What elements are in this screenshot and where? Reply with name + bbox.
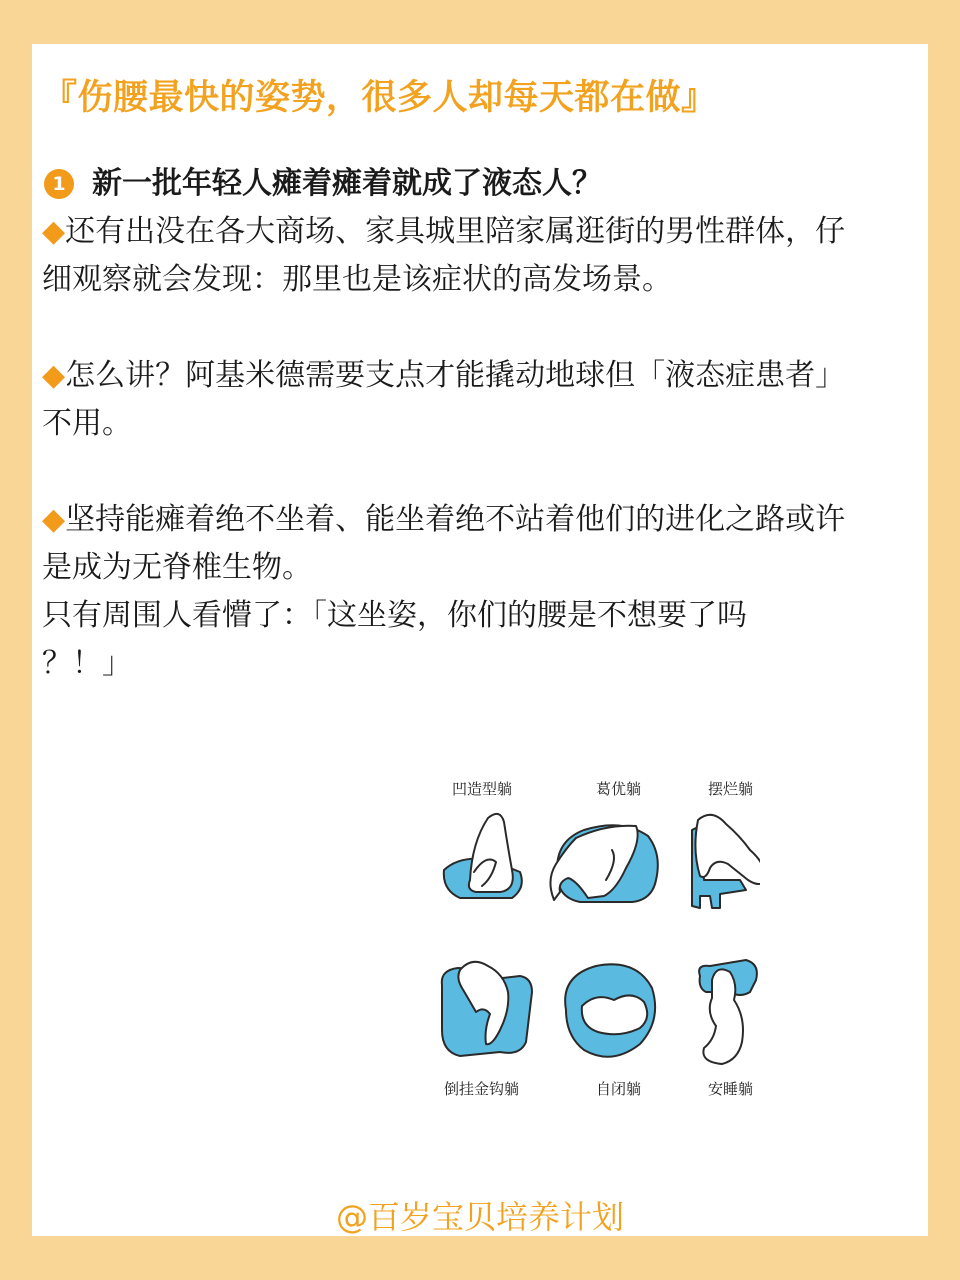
postures-drawing xyxy=(400,730,760,1100)
lying-postures-illustration xyxy=(400,730,760,1100)
closing-line-2: ？！」 xyxy=(42,646,132,681)
posture-label: 自闭躺 xyxy=(596,1080,642,1098)
page-title: 『伤腰最快的姿势，很多人却每天都在做』 xyxy=(42,78,717,118)
posture-figure-icon xyxy=(444,814,522,898)
posture-label: 凹造型躺 xyxy=(452,780,513,798)
paragraph-1: ◆还有出没在各大商场、家具城里陪家属逛街的男性群体，仔细观察就会发现：那里也是该症状的高发场景。 xyxy=(42,214,846,297)
closing-line-1: 只有周围人看懵了：「这坐姿，你们的腰是不想要了吗 xyxy=(42,598,747,633)
posture-figure-icon xyxy=(442,962,532,1056)
diamond-bullet-icon: ◆ xyxy=(42,502,66,537)
diamond-bullet-icon: ◆ xyxy=(42,214,66,249)
paragraph-3: ◆坚持能瘫着绝不坐着、能坐着绝不站着他们的进化之路或许是成为无脊椎生物。 xyxy=(42,502,846,585)
number-badge: 1 xyxy=(44,169,74,199)
posture-label: 摆烂躺 xyxy=(708,780,754,798)
footer-watermark: @百岁宝贝培养计划 xyxy=(335,1198,624,1236)
posture-figure-icon xyxy=(699,960,757,1064)
section-heading-text: 新一批年轻人瘫着瘫着就成了液态人？ xyxy=(92,166,602,201)
posture-label: 葛优躺 xyxy=(596,780,642,798)
posture-label: 倒挂金钩躺 xyxy=(444,1080,520,1098)
article-body xyxy=(42,160,872,688)
section-heading xyxy=(42,160,872,208)
posture-label: 安睡躺 xyxy=(708,1080,754,1098)
paragraph-2: ◆怎么讲？阿基米德需要支点才能撬动地球但「液态症患者」不用。 xyxy=(42,358,846,441)
diamond-bullet-icon: ◆ xyxy=(42,358,66,393)
posture-figure-icon xyxy=(550,825,657,902)
posture-figure-icon xyxy=(692,815,760,908)
posture-figure-icon xyxy=(565,964,655,1056)
